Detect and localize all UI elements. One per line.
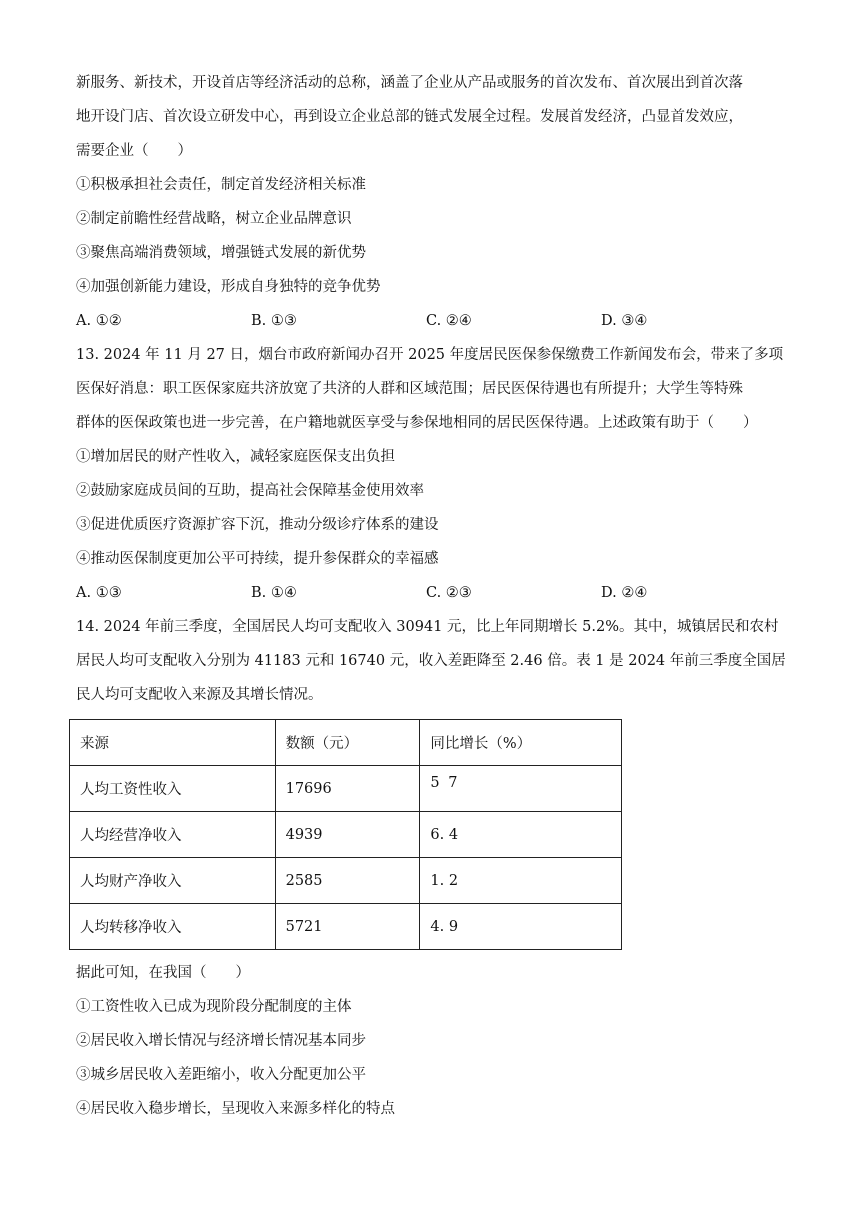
table-cell (420, 766, 622, 812)
table-cell-value: 5 7 (430, 774, 460, 791)
question-text-line: 地开设门店、首次设立研发中心，再到设立企业总部的链式发展全过程。发展首发经济，凸显首发效应， (76, 109, 743, 125)
question-text-line: 民人均可支配收入来源及其增长情况。 (76, 687, 323, 703)
table-cell: 人均工资性收入 (70, 766, 276, 812)
table-cell: 17696 (275, 766, 420, 812)
question-13 (76, 338, 796, 610)
answer-options (76, 576, 796, 610)
question-text-line: 13. 2024 年 11 月 27 日，烟台市政府新闻办召开 2025 年度居民医保参保缴费工作新闻发布会，带来了多项 (76, 347, 784, 363)
table-header-row (70, 720, 622, 766)
statement-1: ①积极承担社会责任，制定首发经济相关标准 (76, 177, 366, 193)
statement-2: ②制定前瞻性经营战略，树立企业品牌意识 (76, 211, 352, 227)
question-text-line: 需要企业（ ） (76, 143, 192, 159)
statement-3: ③聚焦高端消费领域，增强链式发展的新优势 (76, 245, 366, 261)
question-text-line: 居民人均可支配收入分别为 41183 元和 16740 元，收入差距降至 2.46 倍。表 1 是 2024 年前三季度全国居 (76, 653, 786, 669)
table-header-cell: 来源 (70, 720, 276, 766)
option-b: B. ①③ (251, 313, 297, 329)
table-cell: 2585 (275, 858, 420, 904)
question-prompt: 据此可知，在我国（ ） (76, 965, 250, 981)
question-text-line: 医保好消息：职工医保家庭共济放宽了共济的人群和区域范围；居民医保待遇也有所提升；大学生等特殊 (76, 381, 743, 397)
table-cell: 1. 2 (420, 858, 622, 904)
option-d: D. ②④ (601, 585, 648, 601)
table-row (70, 858, 622, 904)
table-row (70, 904, 622, 950)
option-c: C. ②③ (426, 585, 472, 601)
table-header-cell: 数额（元） (275, 720, 420, 766)
statement-3: ③促进优质医疗资源扩容下沉，推动分级诊疗体系的建设 (76, 517, 439, 533)
income-source-table (69, 719, 622, 950)
statement-2: ②鼓励家庭成员间的互助，提高社会保障基金使用效率 (76, 483, 424, 499)
table-row (70, 766, 622, 812)
question-12-continued (76, 66, 796, 338)
table-cell: 4939 (275, 812, 420, 858)
table-cell: 4. 9 (420, 904, 622, 950)
statement-3: ③城乡居民收入差距缩小，收入分配更加公平 (76, 1067, 366, 1083)
answer-options (76, 304, 796, 338)
option-a: A. ①③ (76, 585, 122, 601)
table-cell: 人均经营净收入 (70, 812, 276, 858)
table-cell: 5721 (275, 904, 420, 950)
option-a: A. ①② (76, 313, 122, 329)
statement-1: ①工资性收入已成为现阶段分配制度的主体 (76, 999, 352, 1015)
statement-4: ④推动医保制度更加公平可持续，提升参保群众的幸福感 (76, 551, 439, 567)
question-text-line: 群体的医保政策也进一步完善，在户籍地就医享受与参保地相同的居民医保待遇。上述政策有助于（ ） (76, 415, 758, 431)
table-cell: 6. 4 (420, 812, 622, 858)
option-b: B. ①④ (251, 585, 297, 601)
option-d: D. ③④ (601, 313, 648, 329)
statement-4: ④居民收入稳步增长，呈现收入来源多样化的特点 (76, 1101, 395, 1117)
document-page (76, 66, 796, 1126)
table-header-cell: 同比增长（%） (420, 720, 622, 766)
table-cell: 人均转移净收入 (70, 904, 276, 950)
option-c: C. ②④ (426, 313, 472, 329)
statement-1: ①增加居民的财产性收入，减轻家庭医保支出负担 (76, 449, 395, 465)
table-cell: 人均财产净收入 (70, 858, 276, 904)
statement-4: ④加强创新能力建设，形成自身独特的竞争优势 (76, 279, 381, 295)
table-row (70, 812, 622, 858)
question-14 (76, 610, 796, 1126)
statement-2: ②居民收入增长情况与经济增长情况基本同步 (76, 1033, 366, 1049)
question-text-line: 14. 2024 年前三季度，全国居民人均可支配收入 30941 元，比上年同期增长 5.2%。其中，城镇居民和农村 (76, 619, 779, 635)
question-text-line: 新服务、新技术，开设首店等经济活动的总称，涵盖了企业从产品或服务的首次发布、首次展出到首次落 (76, 75, 743, 91)
